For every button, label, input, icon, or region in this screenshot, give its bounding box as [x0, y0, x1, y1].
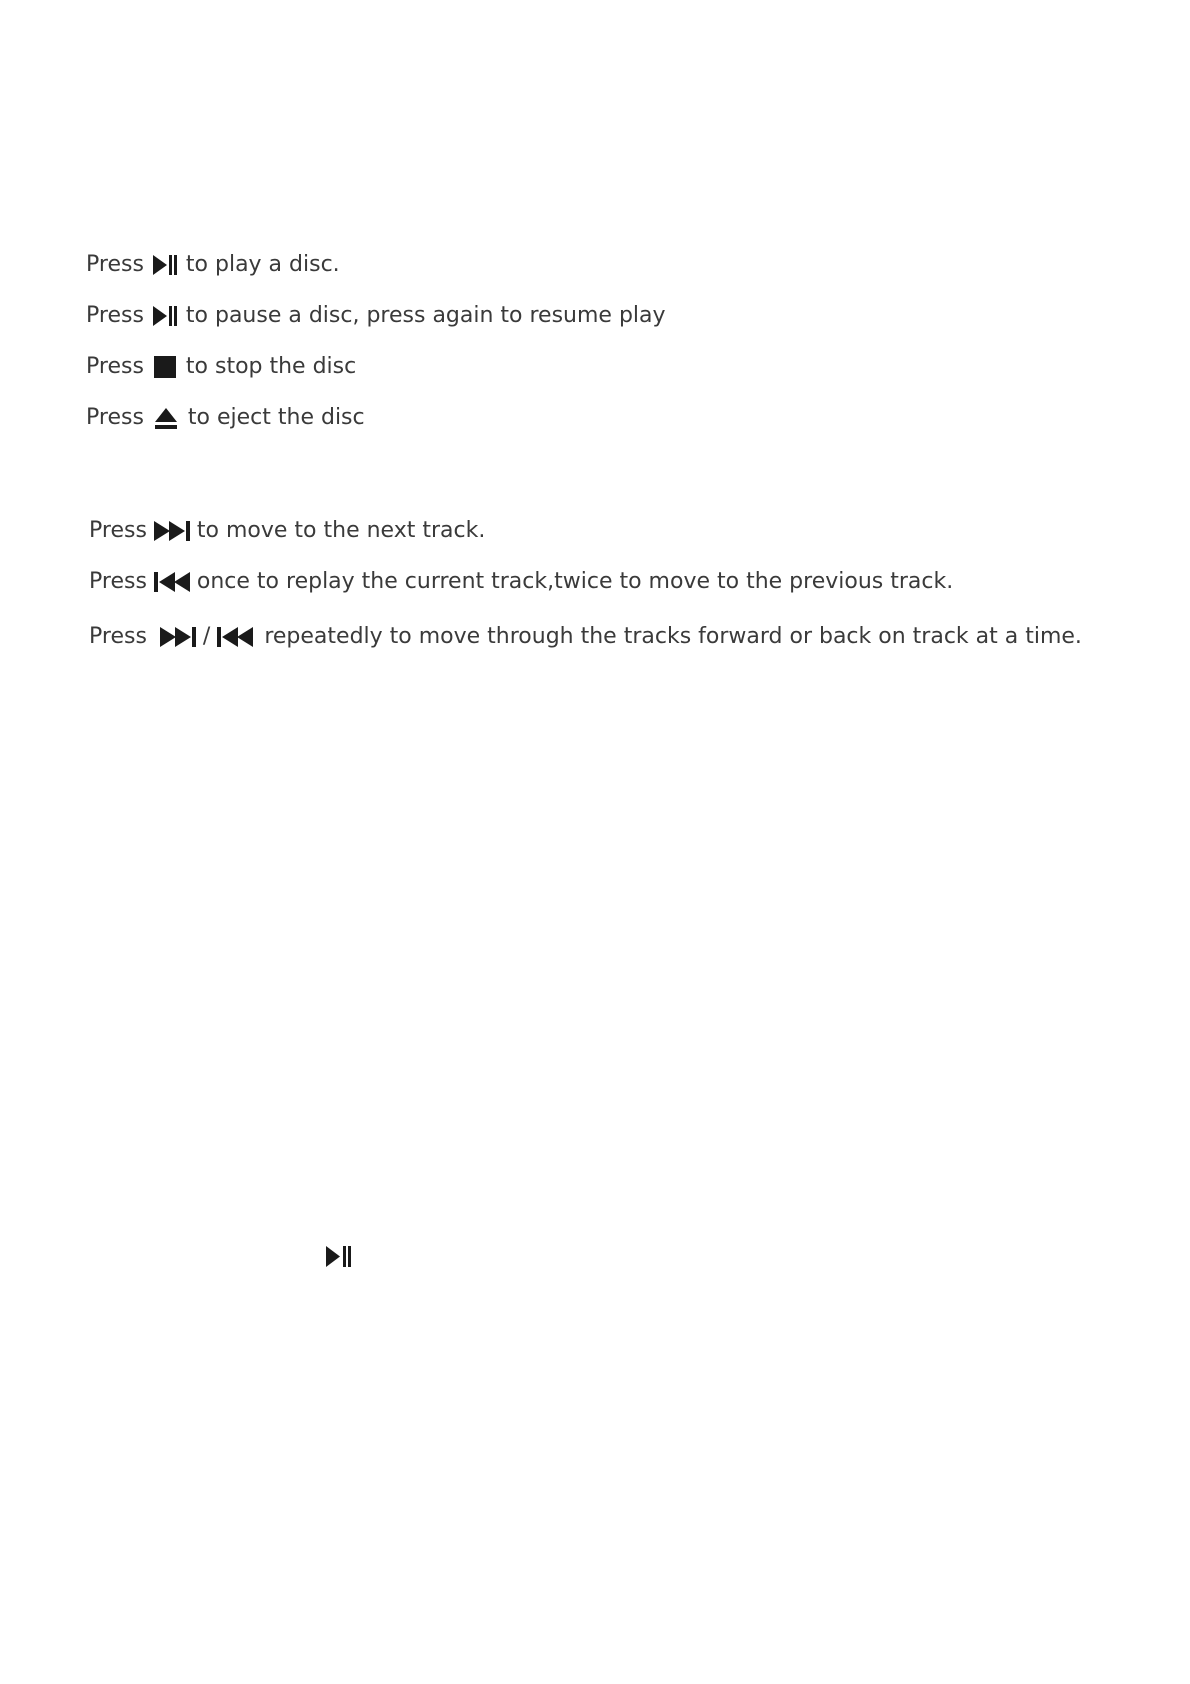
instruction-stop: [86, 352, 356, 382]
press-label: Press: [86, 405, 144, 430]
previous-track-icon: [153, 570, 191, 594]
previous-track-icon: [216, 625, 254, 649]
press-label: Press: [89, 518, 147, 543]
press-label: Press: [86, 252, 144, 277]
instruction-text: to eject the disc: [187, 405, 365, 430]
instruction-text: repeatedly to move through the tracks forward or back on track at a time.: [264, 624, 1082, 649]
instruction-text: to stop the disc: [185, 354, 357, 379]
press-label: Press: [89, 624, 147, 649]
instruction-text: to move to the next track.: [196, 518, 486, 543]
instruction-next-track: [89, 516, 485, 546]
separator-slash: /: [202, 624, 211, 649]
next-track-icon: [153, 519, 191, 543]
play-pause-icon: [152, 304, 178, 328]
play-pause-icon: [152, 253, 178, 277]
press-label: Press: [89, 569, 147, 594]
instruction-text: to play a disc.: [185, 252, 340, 277]
play-pause-icon: [325, 1244, 352, 1269]
standalone-play-pause: [325, 1244, 352, 1273]
press-label: Press: [86, 303, 144, 328]
instruction-text: once to replay the current track,twice to move to the previous track.: [196, 569, 954, 594]
instruction-eject: [86, 403, 365, 433]
instruction-previous-track: [89, 567, 953, 597]
press-label: Press: [86, 354, 144, 379]
instruction-play: [86, 250, 340, 280]
eject-icon: [154, 406, 178, 430]
instruction-pause: [86, 301, 666, 331]
instruction-skip-repeatedly: [89, 622, 1082, 652]
next-track-icon: [159, 625, 197, 649]
stop-icon: [154, 356, 176, 378]
instruction-text: to pause a disc, press again to resume play: [185, 303, 666, 328]
